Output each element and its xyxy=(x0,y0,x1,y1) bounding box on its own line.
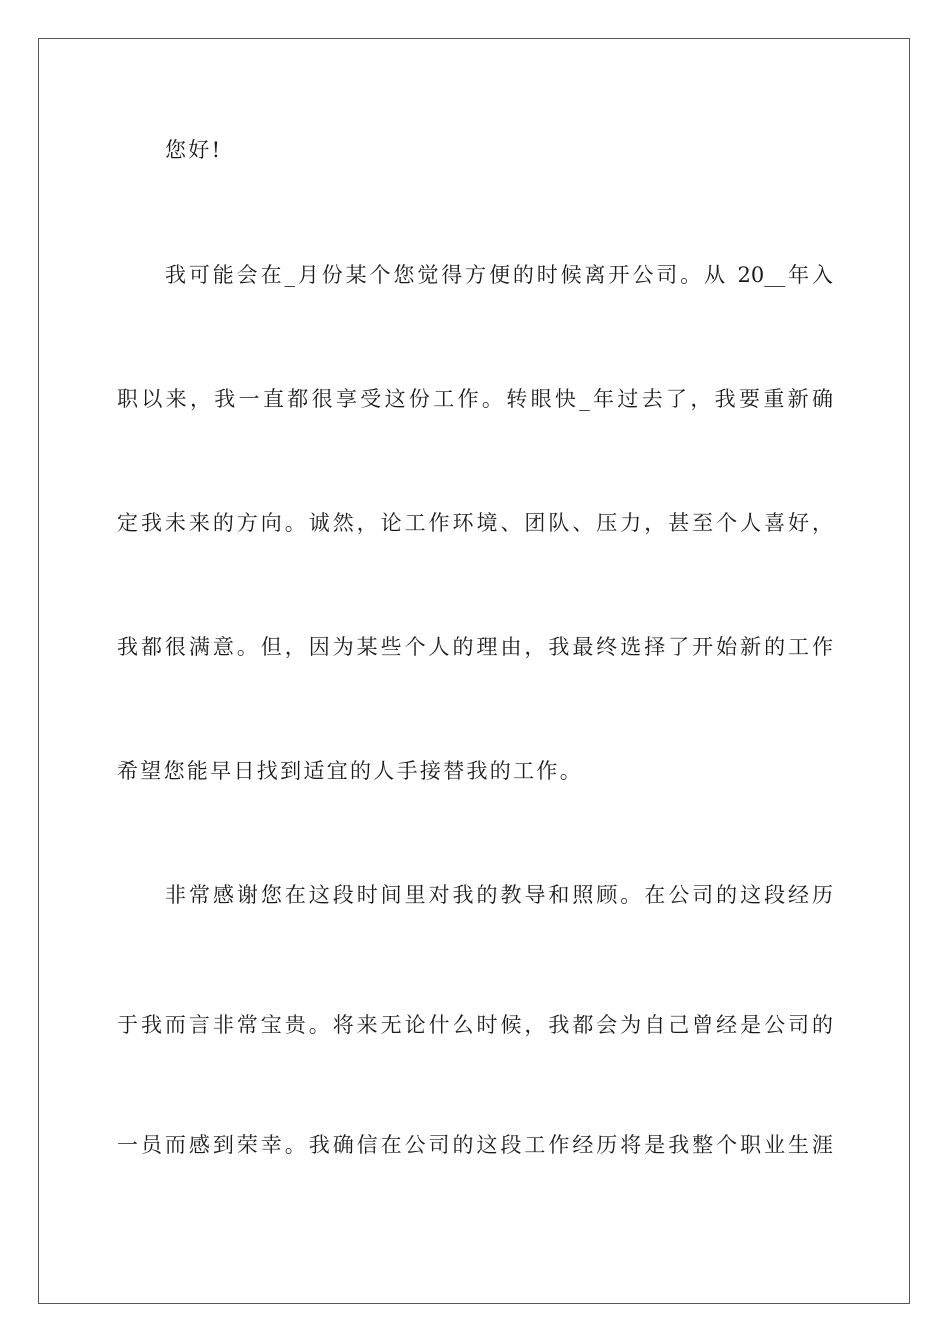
page-border xyxy=(38,38,910,1304)
paragraph-line: 于我而言非常宝贵。将来无论什么时候，我都会为自己曾经是公司的 xyxy=(117,1013,833,1037)
paragraph-line: 我可能会在_月份某个您觉得方便的时候离开公司。从 20__年入 xyxy=(165,263,833,287)
greeting: 您好! xyxy=(165,138,223,162)
paragraph-line: 我都很满意。但，因为某些个人的理由，我最终选择了开始新的工作 xyxy=(117,635,833,659)
paragraph-line: 职以来，我一直都很享受这份工作。转眼快_年过去了，我要重新确 xyxy=(117,387,833,411)
paragraph-line: 定我未来的方向。诚然，论工作环境、团队、压力，甚至个人喜好， xyxy=(117,511,833,535)
paragraph-line: 非常感谢您在这段时间里对我的教导和照顾。在公司的这段经历 xyxy=(165,883,833,907)
paragraph-line: 希望您能早日找到适宜的人手接替我的工作。 xyxy=(117,759,583,783)
paragraph-line: 一员而感到荣幸。我确信在公司的这段工作经历将是我整个职业生涯 xyxy=(117,1133,833,1157)
